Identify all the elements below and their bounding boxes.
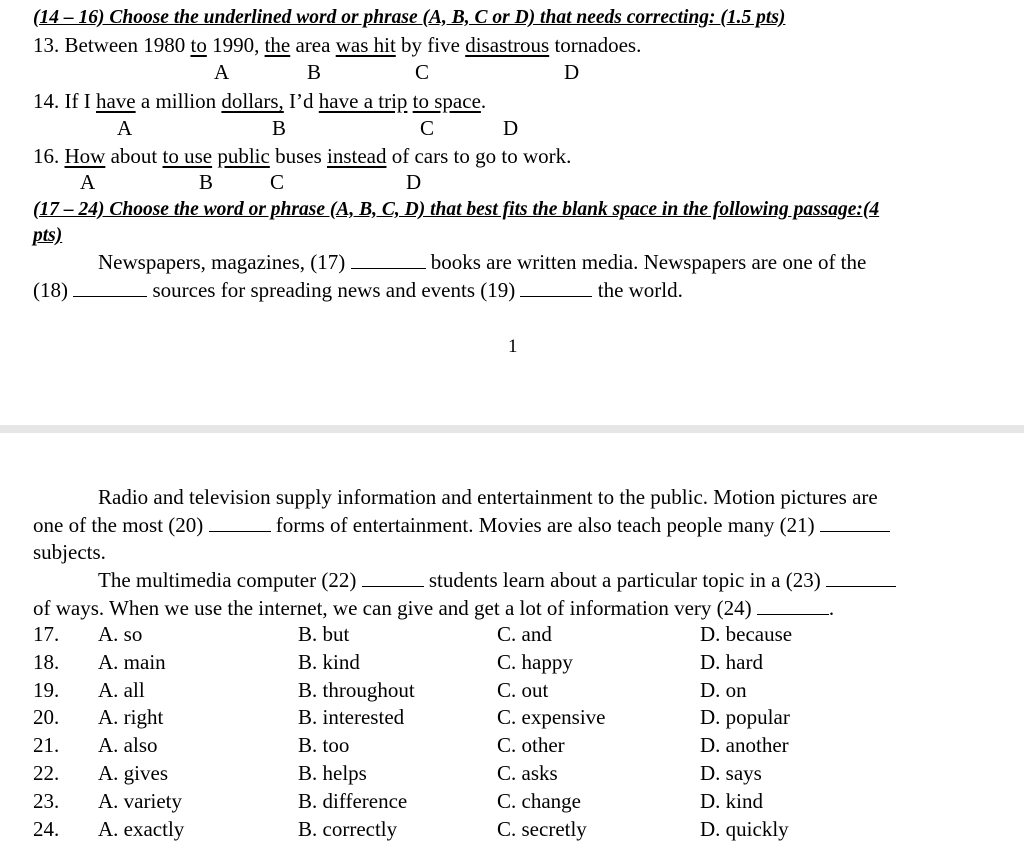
option-b: B. helps	[298, 761, 367, 785]
q16-letter-d: D	[406, 170, 422, 194]
q16-text: 16.	[33, 144, 65, 168]
section2-heading: (17 – 24) Choose the word or phrase (A, B, C, D) that best fits the blank space in the following passage:(4	[33, 199, 880, 220]
option-c: C. out	[497, 677, 549, 702]
page-number: 1	[508, 336, 518, 357]
section2-heading-cont: pts)	[33, 225, 63, 246]
q16-text: buses	[269, 144, 327, 168]
passage2-line1: Radio and television supply information and entertainment to the public. Motion pictures are	[98, 485, 878, 509]
passage-text: (18)	[33, 278, 68, 302]
passage2-line2	[33, 513, 890, 537]
option-c: C. asks	[497, 761, 558, 785]
blank-18	[73, 279, 147, 297]
passage-text: The multimedia computer (22)	[98, 568, 357, 592]
option-c: C. other	[497, 733, 565, 758]
option-number: 19.	[33, 677, 60, 702]
option-number: 24.	[33, 816, 60, 841]
blank-20	[209, 514, 271, 532]
passage1-line1	[98, 250, 866, 274]
passage-text: books are written media. Newspapers are one of the	[430, 250, 867, 274]
q14-text: a million	[135, 89, 222, 113]
passage-text: .	[828, 596, 835, 620]
blank-24	[757, 597, 829, 615]
passage-text: forms of entertainment. Movies are also teach people many (21)	[275, 513, 815, 537]
q13-option-a: to	[190, 33, 207, 57]
option-d: D. popular	[700, 705, 790, 730]
q16-option-b: to use	[162, 144, 213, 168]
q14-option-b: dollars,	[221, 89, 284, 113]
q13-option-d: disastrous	[465, 33, 550, 57]
option-number: 18.	[33, 649, 60, 674]
q14-letter-d: D	[503, 116, 519, 140]
page-separator	[0, 425, 1024, 433]
passage-text: one of the most (20)	[33, 513, 204, 537]
passage-text: of ways. When we use the internet, we can give and get a lot of information very (24)	[33, 596, 752, 620]
passage2-line5	[33, 596, 834, 620]
option-number: 23.	[33, 788, 60, 813]
option-a: A. also	[98, 733, 158, 758]
q13-text: 1990,	[206, 33, 265, 57]
option-b: B. correctly	[298, 816, 398, 841]
q13-letter-d: D	[564, 60, 580, 84]
option-c: C. happy	[497, 649, 573, 674]
option-d: D. hard	[700, 649, 763, 674]
option-c: C. and	[497, 622, 552, 646]
q13-option-b: the	[264, 33, 291, 57]
option-c: C. expensive	[497, 705, 606, 730]
blank-23	[826, 569, 896, 587]
passage-text: students learn about a particular topic in a (23)	[428, 568, 821, 592]
question-14	[33, 89, 486, 113]
page-bottom	[0, 433, 1024, 844]
option-number: 17.	[33, 622, 60, 646]
passage-text: the world.	[597, 278, 683, 302]
q13-text: by five	[395, 33, 466, 57]
blank-21	[820, 514, 890, 532]
option-d: D. because	[700, 622, 793, 646]
passage1-line2	[33, 278, 683, 302]
option-b: B. throughout	[298, 677, 415, 702]
passage2-line4	[98, 568, 896, 592]
q16-letter-a: A	[80, 170, 96, 194]
option-b: B. but	[298, 622, 350, 646]
q14-option-c: have a trip	[318, 89, 408, 113]
blank-22	[362, 569, 424, 587]
option-a: A. main	[98, 649, 166, 674]
q13-letter-c: C	[415, 60, 430, 84]
option-d: D. says	[700, 761, 762, 785]
q16-text: of cars to go to work.	[386, 144, 572, 168]
q13-letter-b: B	[307, 60, 322, 84]
option-c: C. secretly	[497, 816, 587, 841]
option-b: B. difference	[298, 788, 408, 813]
option-c: C. change	[497, 788, 581, 813]
option-a: A. gives	[98, 761, 168, 785]
q13-option-c: was hit	[335, 33, 396, 57]
q14-letter-b: B	[272, 116, 287, 140]
passage-text: Newspapers, magazines, (17)	[98, 250, 346, 274]
q13-text: 13. Between 1980	[33, 33, 191, 57]
q16-text: about	[105, 144, 163, 168]
option-number: 21.	[33, 733, 60, 758]
q13-letter-a: A	[214, 60, 230, 84]
q14-text: 14. If I	[33, 89, 96, 113]
q14-option-a: have	[95, 89, 136, 113]
question-16	[33, 144, 571, 168]
section1-heading: (14 – 16) Choose the underlined word or phrase (A, B, C or D) that needs correcting: (1.5 pts)	[33, 7, 786, 28]
question-13	[33, 33, 641, 57]
q16-letter-c: C	[270, 170, 285, 194]
option-a: A. so	[98, 622, 143, 646]
q16-option-c: public	[217, 144, 270, 168]
passage2-line3: subjects.	[33, 540, 106, 564]
option-number: 20.	[33, 705, 60, 730]
q16-option-a: How	[64, 144, 106, 168]
q14-letter-a: A	[117, 116, 133, 140]
q14-text: I’d	[283, 89, 319, 113]
q14-option-d: to space	[412, 89, 481, 113]
option-a: A. exactly	[98, 816, 185, 841]
option-d: D. kind	[700, 788, 763, 813]
blank-19	[520, 279, 592, 297]
option-b: B. kind	[298, 649, 360, 674]
q16-letter-b: B	[199, 170, 214, 194]
option-a: A. right	[98, 705, 164, 730]
option-d: D. on	[700, 677, 747, 702]
passage-text: sources for spreading news and events (19)	[152, 278, 516, 302]
q13-text: area	[290, 33, 336, 57]
option-d: D. another	[700, 733, 789, 758]
q14-text: .	[480, 89, 487, 113]
option-number: 22.	[33, 761, 60, 785]
option-b: B. interested	[298, 705, 405, 730]
option-d: D. quickly	[700, 816, 789, 841]
q13-text: tornadoes.	[549, 33, 642, 57]
q16-option-d: instead	[327, 144, 387, 168]
option-a: A. all	[98, 677, 145, 702]
option-a: A. variety	[98, 788, 182, 813]
q14-letter-c: C	[420, 116, 435, 140]
option-b: B. too	[298, 733, 350, 758]
blank-17	[351, 251, 426, 269]
